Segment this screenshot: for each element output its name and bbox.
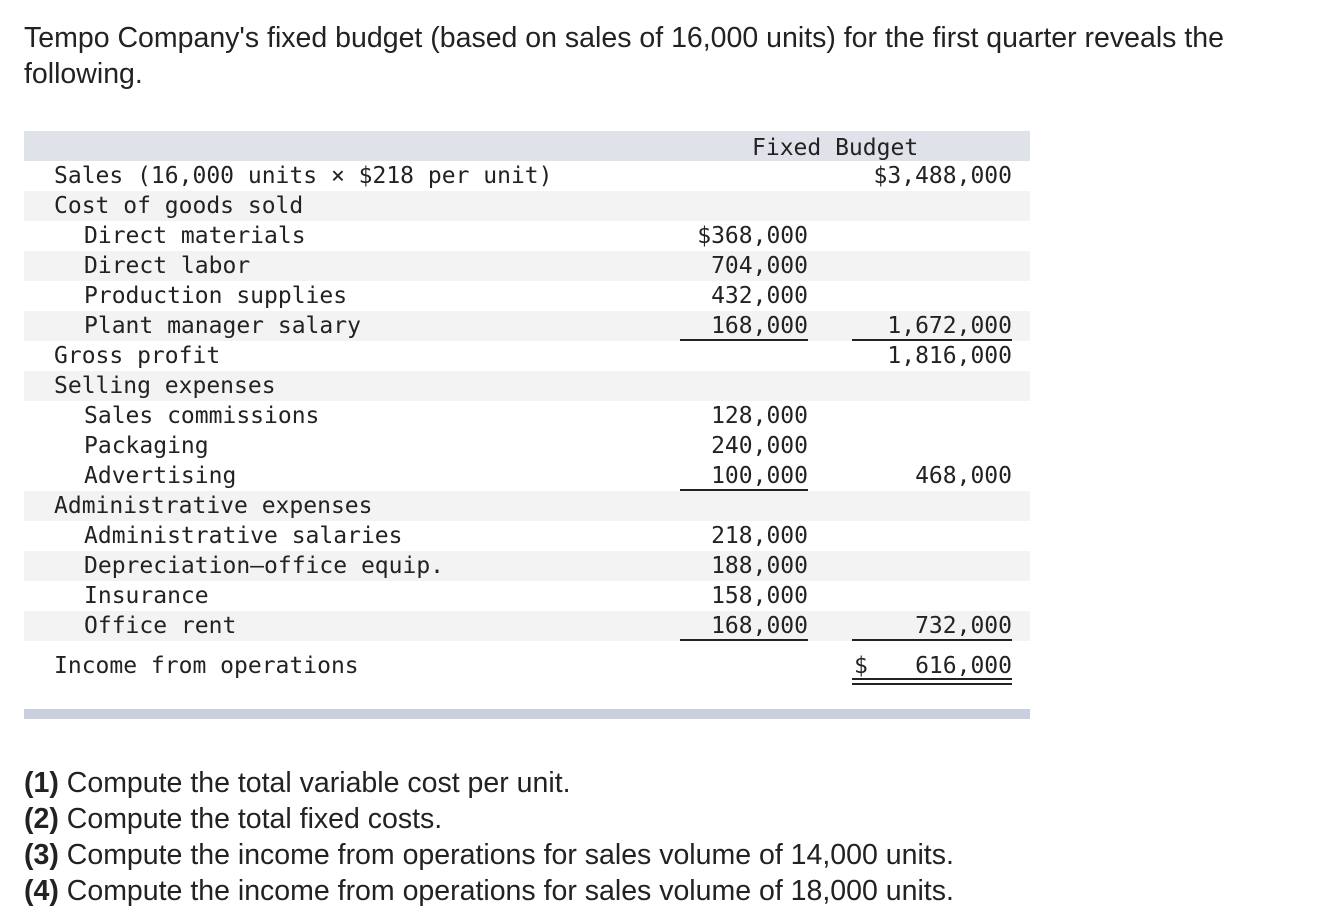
row-label: Advertising [84, 463, 237, 489]
row-outer-amount: 1,816,000 [887, 343, 1012, 369]
problem-intro: Tempo Company's fixed budget (based on sales of 16,000 units) for the first quarter reveals the following. [24, 22, 1224, 90]
row-label: Income from operations [54, 653, 359, 679]
row-inner-amount: 158,000 [711, 583, 808, 609]
row-outer-amount: 468,000 [915, 463, 1012, 489]
table-row-sales-commissions [24, 401, 1030, 431]
currency-symbol: $ [854, 653, 868, 679]
row-label: Production supplies [84, 283, 348, 309]
column-header-fixed-budget: Fixed Budget [752, 135, 919, 161]
row-label: Depreciation—office equip. [84, 553, 445, 579]
row-outer-amount: $3,488,000 [873, 163, 1012, 189]
table-row-plant-manager-salary [24, 311, 1030, 341]
question-item [24, 801, 954, 837]
table-row-selling-expenses [24, 371, 1030, 401]
row-label: Administrative expenses [54, 493, 373, 519]
question-item [24, 837, 954, 873]
table-spacer [24, 641, 1030, 651]
row-label: Direct materials [84, 223, 306, 249]
row-label: Sales commissions [84, 403, 320, 429]
row-inner-amount: 188,000 [711, 553, 808, 579]
table-row-administrative-expenses [24, 491, 1030, 521]
row-inner-amount: 432,000 [711, 283, 808, 309]
row-label: Direct labor [84, 253, 251, 279]
row-label: Office rent [84, 613, 237, 639]
question-item [24, 765, 954, 801]
table-row-direct-materials [24, 221, 1030, 251]
row-outer-amount: 732,000 [915, 613, 1012, 639]
table-bottom-band [24, 709, 1030, 719]
table-header [24, 131, 1030, 161]
row-inner-amount: $368,000 [697, 223, 808, 249]
table-row-cost-of-goods-sold [24, 191, 1030, 221]
table-row-sales [24, 161, 1030, 191]
table-row-direct-labor [24, 251, 1030, 281]
row-label: Plant manager salary [84, 313, 361, 339]
table-row-depreciation [24, 551, 1030, 581]
question-list [24, 765, 954, 909]
row-label: Sales (16,000 units × $218 per unit) [54, 163, 553, 189]
row-outer-amount: 1,672,000 [887, 313, 1012, 339]
question-text: Compute the total variable cost per unit. [58, 767, 571, 799]
row-label: Packaging [84, 433, 209, 459]
row-inner-amount: 218,000 [711, 523, 808, 549]
row-inner-amount: 128,000 [711, 403, 808, 429]
row-label: Selling expenses [54, 373, 276, 399]
question-text: Compute the total fixed costs. [58, 803, 443, 835]
question-number: (4) [24, 875, 59, 907]
table-row-office-rent [24, 611, 1030, 641]
row-inner-amount: 100,000 [711, 463, 808, 489]
row-outer-amount: 616,000 [915, 653, 1012, 679]
total-double-underline [852, 678, 1012, 685]
table-row-insurance [24, 581, 1030, 611]
table-row-income-from-operations [24, 651, 1030, 681]
row-label: Cost of goods sold [54, 193, 304, 219]
row-label: Gross profit [54, 343, 221, 369]
row-label: Administrative salaries [84, 523, 403, 549]
question-number: (2) [24, 803, 59, 835]
fixed-budget-table [24, 131, 1030, 681]
question-text: Compute the income from operations for sales volume of 18,000 units. [58, 875, 954, 907]
row-inner-amount: 240,000 [711, 433, 808, 459]
table-row-packaging [24, 431, 1030, 461]
question-number: (3) [24, 839, 59, 871]
row-inner-amount: 704,000 [711, 253, 808, 279]
question-number: (1) [24, 767, 59, 799]
table-row-advertising [24, 461, 1030, 491]
question-item [24, 873, 954, 909]
question-text: Compute the income from operations for sales volume of 14,000 units. [58, 839, 954, 871]
row-label: Insurance [84, 583, 209, 609]
row-inner-amount: 168,000 [711, 313, 808, 339]
table-row-production-supplies [24, 281, 1030, 311]
table-row-administrative-salaries [24, 521, 1030, 551]
table-row-gross-profit [24, 341, 1030, 371]
row-inner-amount: 168,000 [711, 613, 808, 639]
